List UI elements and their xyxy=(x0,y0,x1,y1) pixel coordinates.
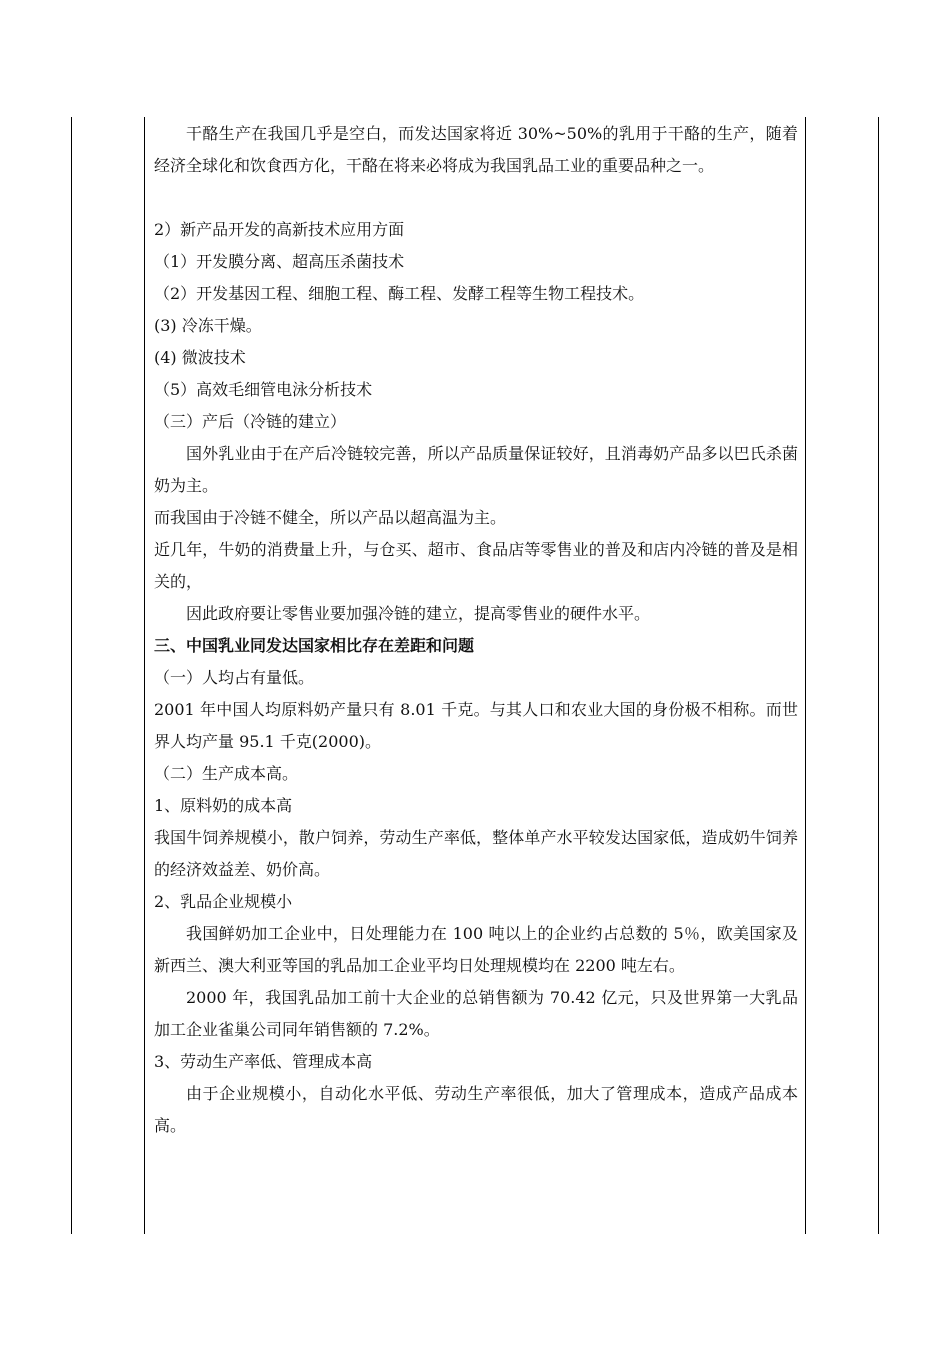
paragraph: 2000 年，我国乳品加工前十大企业的总销售额为 70.42 亿元，只及世界第一大乳品加工企业雀巢公司同年销售额的 7.2%。 xyxy=(154,988,798,1039)
list-item: （5）高效毛细管电泳分析技术 xyxy=(154,380,373,399)
list-item: (3) 冷冻干燥。 xyxy=(154,316,262,335)
sub-heading: （二）生产成本高。 xyxy=(154,764,299,783)
table-border-right-outer xyxy=(878,117,879,1234)
paragraph: 国外乳业由于在产后冷链较完善，所以产品质量保证较好，且消毒奶产品多以巴氏杀菌奶为主。 xyxy=(154,444,798,495)
list-item: (4) 微波技术 xyxy=(154,348,246,367)
table-border-left-outer xyxy=(71,117,72,1234)
list-item: 1、原料奶的成本高 xyxy=(154,796,293,815)
list-item: （2）开发基因工程、细胞工程、酶工程、发酵工程等生物工程技术。 xyxy=(154,284,645,303)
sub-heading: （三）产后（冷链的建立） xyxy=(154,412,347,431)
blank-line xyxy=(154,182,798,214)
paragraph: 近几年，牛奶的消费量上升，与仓买、超市、食品店等零售业的普及和店内冷链的普及是相关的， xyxy=(154,540,798,591)
paragraph-cheese: 干酪生产在我国几乎是空白，而发达国家将近 30%~50%的乳用于干酪的生产，随着经济全球化和饮食西方化，干酪在将来必将成为我国乳品工业的重要品种之一。 xyxy=(154,124,798,175)
sub-heading: （一）人均占有量低。 xyxy=(154,668,315,687)
paragraph: 因此政府要让零售业要加强冷链的建立，提高零售业的硬件水平。 xyxy=(186,604,651,623)
paragraph: 2001 年中国人均原料奶产量只有 8.01 千克。与其人口和农业大国的身份极不相称。而世界人均产量 95.1 千克(2000)。 xyxy=(154,700,798,751)
table-border-left-inner xyxy=(144,117,145,1234)
paragraph: 而我国由于冷链不健全，所以产品以超高温为主。 xyxy=(154,508,507,527)
section-heading: 三、中国乳业同发达国家相比存在差距和问题 xyxy=(154,636,475,655)
paragraph: 我国牛饲养规模小，散户饲养，劳动生产率低，整体单产水平较发达国家低，造成奶牛饲养的经济效益差、奶价高。 xyxy=(154,828,798,879)
paragraph: 我国鲜奶加工企业中，日处理能力在 100 吨以上的企业约占总数的 5％，欧美国家及新西兰、澳大利亚等国的乳品加工企业平均日处理规模均在 2200 吨左右。 xyxy=(154,924,798,975)
document-body xyxy=(154,118,798,1142)
list-item: 2）新产品开发的高新技术应用方面 xyxy=(154,220,405,239)
table-border-right-inner xyxy=(805,117,806,1234)
list-item: （1）开发膜分离、超高压杀菌技术 xyxy=(154,252,405,271)
list-item: 2、乳品企业规模小 xyxy=(154,892,293,911)
paragraph: 由于企业规模小，自动化水平低、劳动生产率很低，加大了管理成本，造成产品成本高。 xyxy=(154,1084,798,1135)
list-item: 3、劳动生产率低、管理成本高 xyxy=(154,1052,373,1071)
